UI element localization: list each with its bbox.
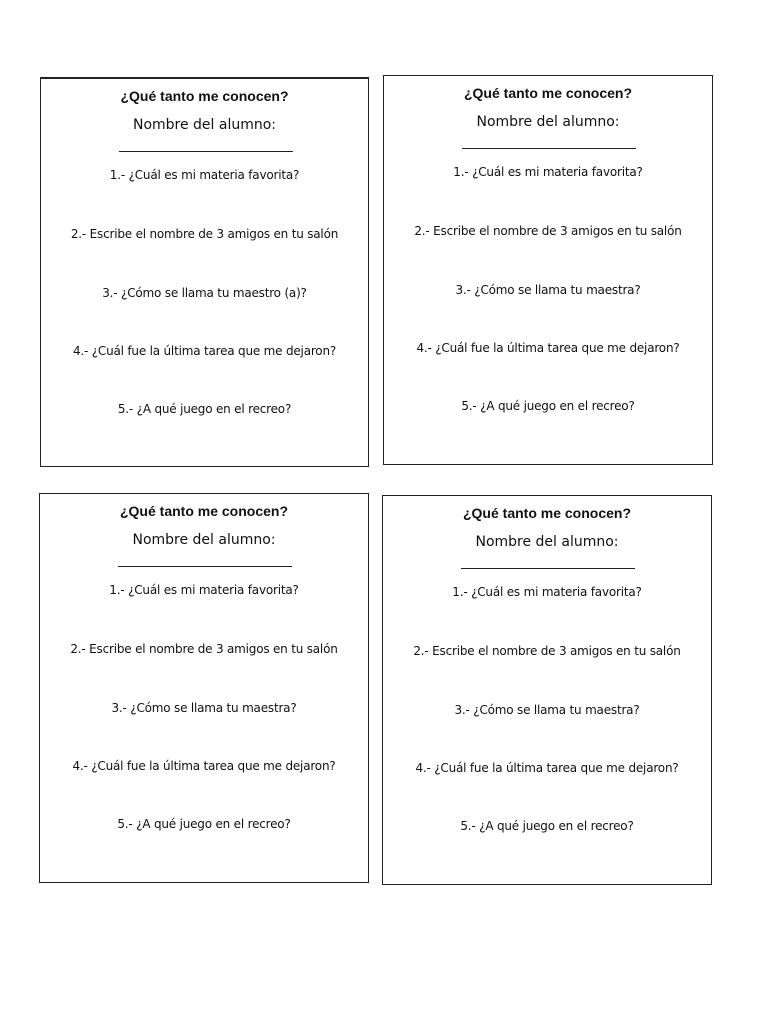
question-3: 3.- ¿Cómo se llama tu maestra?	[111, 701, 297, 715]
student-name-line	[118, 566, 292, 567]
quiz-card-bottom-left	[39, 493, 369, 883]
question-3: 3.- ¿Cómo se llama tu maestra?	[454, 703, 640, 717]
student-name-label: Nombre del alumno:	[475, 534, 619, 550]
card-title: ¿Qué tanto me conocen?	[119, 503, 288, 519]
question-5: 5.- ¿A qué juego en el recreo?	[117, 817, 291, 831]
question-4: 4.- ¿Cuál fue la última tarea que me dejaron?	[72, 344, 337, 358]
question-2: 2.- Escribe el nombre de 3 amigos en tu salón	[70, 642, 338, 656]
question-5: 5.- ¿A qué juego en el recreo?	[117, 402, 292, 416]
question-5: 5.- ¿A qué juego en el recreo?	[460, 819, 634, 833]
quiz-card-bottom-right	[382, 495, 712, 885]
question-2: 2.- Escribe el nombre de 3 amigos en tu salón	[413, 644, 681, 658]
question-1: 1.- ¿Cuál es mi materia favorita?	[109, 168, 300, 182]
student-name-label: Nombre del alumno:	[132, 117, 277, 133]
question-1: 1.- ¿Cuál es mi materia favorita?	[452, 585, 642, 599]
student-name-label: Nombre del alumno:	[132, 532, 276, 548]
quiz-card-top-left	[40, 77, 369, 467]
card-title: ¿Qué tanto me conocen?	[463, 85, 632, 101]
question-2: 2.- Escribe el nombre de 3 amigos en tu salón	[414, 224, 682, 238]
question-4: 4.- ¿Cuál fue la última tarea que me dejaron?	[415, 761, 679, 775]
quiz-card-top-right	[383, 75, 713, 465]
card-title: ¿Qué tanto me conocen?	[120, 88, 289, 104]
question-4: 4.- ¿Cuál fue la última tarea que me dejaron?	[416, 341, 680, 355]
student-name-line	[461, 568, 635, 569]
student-name-label: Nombre del alumno:	[476, 114, 620, 130]
question-3: 3.- ¿Cómo se llama tu maestra?	[455, 283, 641, 297]
question-1: 1.- ¿Cuál es mi materia favorita?	[453, 165, 643, 179]
question-5: 5.- ¿A qué juego en el recreo?	[461, 399, 635, 413]
question-4: 4.- ¿Cuál fue la última tarea que me dejaron?	[72, 759, 336, 773]
question-2: 2.- Escribe el nombre de 3 amigos en tu salón	[70, 227, 339, 241]
question-3: 3.- ¿Cómo se llama tu maestro (a)?	[102, 286, 307, 300]
card-title: ¿Qué tanto me conocen?	[462, 505, 631, 521]
student-name-line	[119, 151, 293, 152]
student-name-line	[462, 148, 636, 149]
question-1: 1.- ¿Cuál es mi materia favorita?	[109, 583, 299, 597]
